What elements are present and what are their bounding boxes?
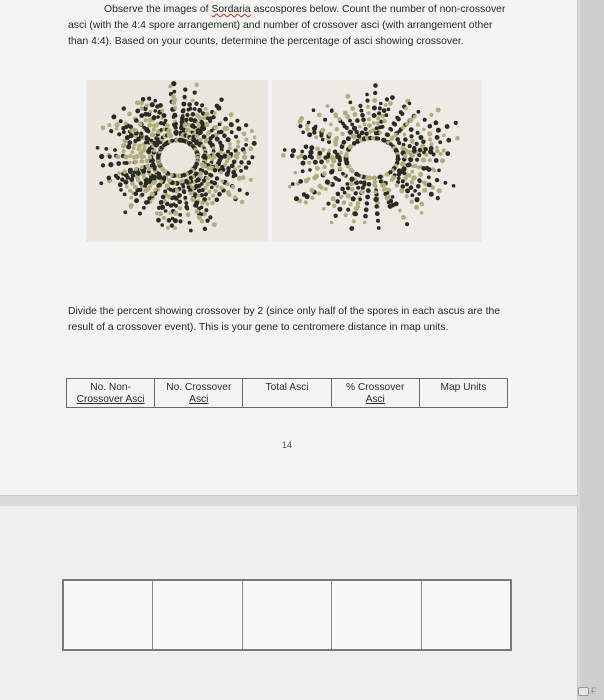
header-percent-crossover-asci: % Crossover Asci	[332, 379, 420, 407]
header-non-crossover-asci: No. Non- Crossover Asci	[67, 379, 155, 407]
instructions-paragraph: Observe the images of Sordaria ascospores below. Count the number of non-crossover asci (with the 4:4 spore arrangement) and number of crossover asci (with arrangement other than 4:4). Based on your counts, determine the percentage of asci showing crossover.	[68, 4, 506, 47]
sordaria-term: Sordaria	[211, 4, 251, 15]
sordaria-ascospores-image-left	[86, 80, 268, 242]
answer-cell-total[interactable]	[243, 581, 332, 649]
answer-page	[0, 506, 578, 700]
header-crossover-asci: No. Crossover Asci	[155, 379, 243, 407]
answer-cell-crossover[interactable]	[153, 581, 242, 649]
sordaria-ascospores-image-right	[272, 80, 482, 242]
header-total-asci: Total Asci	[243, 379, 331, 407]
answer-cell-map-units[interactable]	[422, 581, 510, 649]
results-table-header	[66, 378, 508, 408]
divide-instructions-paragraph: Divide the percent showing crossover by 2 (since only half of the spores in each ascus are the result of a crossover event). This is your gene to centromere distance in map units.	[68, 306, 501, 333]
answer-cell-non-crossover[interactable]	[64, 581, 153, 649]
window-icon	[578, 687, 589, 696]
corner-badge: F	[578, 686, 597, 696]
answer-cell-percent[interactable]	[332, 581, 421, 649]
answer-table	[62, 579, 512, 651]
header-map-units: Map Units	[440, 382, 487, 393]
page-number: 14	[282, 440, 293, 450]
viewer-scroll-strip	[580, 0, 604, 700]
